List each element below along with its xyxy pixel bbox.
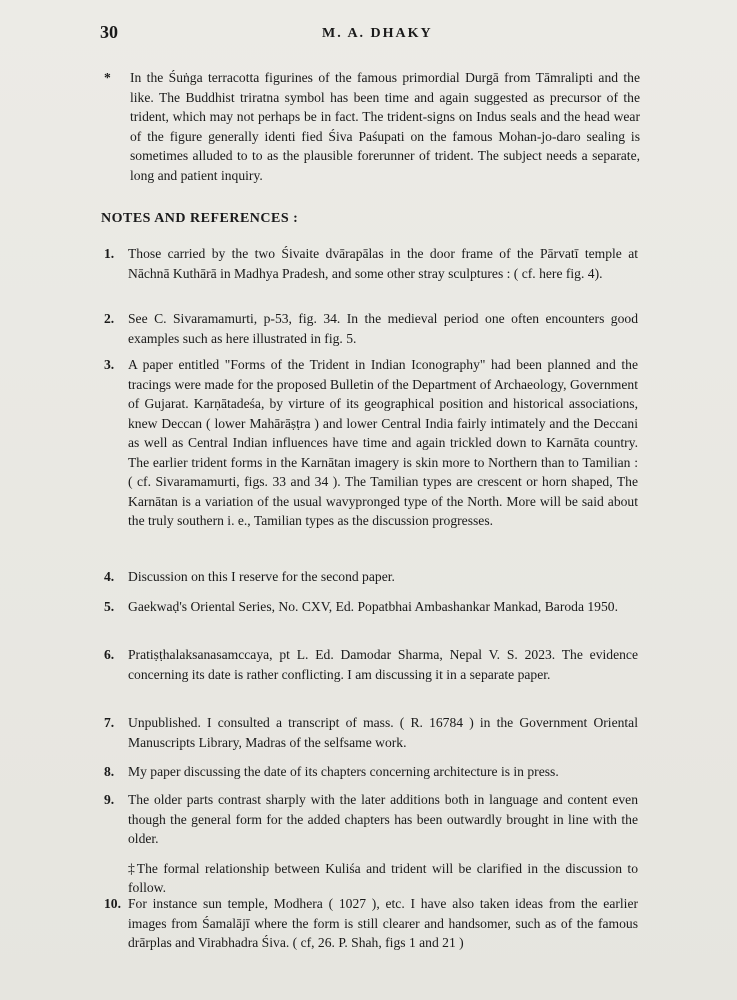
note-number: 8. xyxy=(104,764,115,779)
footnote-text: In the Śuṅga terracotta figurines of the famous primordial Durgā from Tāmralipti and the like. The Buddhist triratna symbol has been time and again suggested as precursor of the trident, which may not perhaps be in fact. The trident-signs on Indus seals and the head wear of the figure generally identi fied Śiva Paśupati on the famous Mohan-jo-daro sealing is sometimes alluded to to as the plausible forerunner of trident. The subject needs a separate, long and patient inquiry. xyxy=(130,70,640,183)
asterisk-footnote xyxy=(104,68,640,185)
footnote-marker: * xyxy=(104,70,111,85)
running-head: M. A. DHAKY xyxy=(322,26,433,41)
note-number: 9. xyxy=(104,792,115,807)
note-4 xyxy=(104,567,638,587)
note-6 xyxy=(104,645,638,684)
note-3 xyxy=(104,355,638,531)
note-7 xyxy=(104,713,638,752)
note-9 xyxy=(104,790,638,898)
note-1 xyxy=(104,244,638,283)
note-text: Unpublished. I consulted a transcript of mass. ( R. 16784 ) in the Government Oriental Manuscripts Library, Madras of the selfsame work. xyxy=(128,715,638,750)
note-text: Pratiṣṭhalaksanasamccaya, pt L. Ed. Damodar Sharma, Nepal V. S. 2023. The evidence concerning its date is rather conflicting. I am discussing it in a separate paper. xyxy=(128,647,638,682)
notes-heading: NOTES AND REFERENCES : xyxy=(101,211,299,226)
note-text: Gaekwaḍ's Oriental Series, No. CXV, Ed. Popatbhai Ambashankar Mankad, Baroda 1950. xyxy=(128,599,618,614)
note-text: My paper discussing the date of its chapters concerning architecture is in press. xyxy=(128,764,559,779)
note-number: 1. xyxy=(104,246,115,261)
note-text: See C. Sivaramamurti, p-53, fig. 34. In the medieval period one often encounters good examples such as here illustrated in fig. 5. xyxy=(128,311,638,346)
note-number: 10. xyxy=(104,896,121,911)
note-text-continuation: ‡The formal relationship between Kuliśa and trident will be clarified in the discussion to follow. xyxy=(128,860,638,895)
page-number: 30 xyxy=(100,22,118,42)
note-8 xyxy=(104,762,638,782)
note-5 xyxy=(104,597,638,617)
note-number: 5. xyxy=(104,599,115,614)
note-number: 6. xyxy=(104,647,115,662)
note-text: Those carried by the two Śivaite dvārapālas in the door frame of the Pārvatī temple at Nāchnā Kuthārā in Madhya Pradesh, and some other stray sculptures : ( cf. here fig. 4). xyxy=(128,246,638,281)
note-number: 3. xyxy=(104,357,115,372)
note-text: The older parts contrast sharply with the later additions both in language and content even though the general form for the added chapters has been outwardly brought in line with the older. xyxy=(128,792,638,846)
note-text: Discussion on this I reserve for the second paper. xyxy=(128,569,395,584)
note-text: For instance sun temple, Modhera ( 1027 ), etc. I have also taken ideas from the earlier images from Śamalājī where the form is still clearer and handsomer, such as of the famous drārplas and Virabhadra Śiva. ( cf, 26. P. Shah, figs 1 and 21 ) xyxy=(128,896,638,950)
note-number: 4. xyxy=(104,569,115,584)
note-number: 7. xyxy=(104,715,115,730)
note-2 xyxy=(104,309,638,348)
note-10 xyxy=(104,894,638,953)
note-text: A paper entitled "Forms of the Trident in Indian Iconography" had been planned and the tracings were made for the proposed Bulletin of the Department of Archaeology, Government of Gujarat. Karṇātadeśa, by virture of its geographical position and historical associations, knew Deccan ( lower Mahārāṣṭra ) and lower Central India fairly intimately and the Deccani as well as Central Indian influences have time and again trickled down to Karnāta country. The earlier trident forms in the Karnātan imagery is skin more to Northern than to Tamilian : ( cf. Sivaramamurti, figs. 33 and 34 ). The Tamilian types are crescent or horn shaped, The Karnātan is a variation of the usual wavypronged type of the North. More will be said about the truly southern i. e., Tamilian types as the discussion progresses. xyxy=(128,357,638,528)
note-number: 2. xyxy=(104,311,115,326)
